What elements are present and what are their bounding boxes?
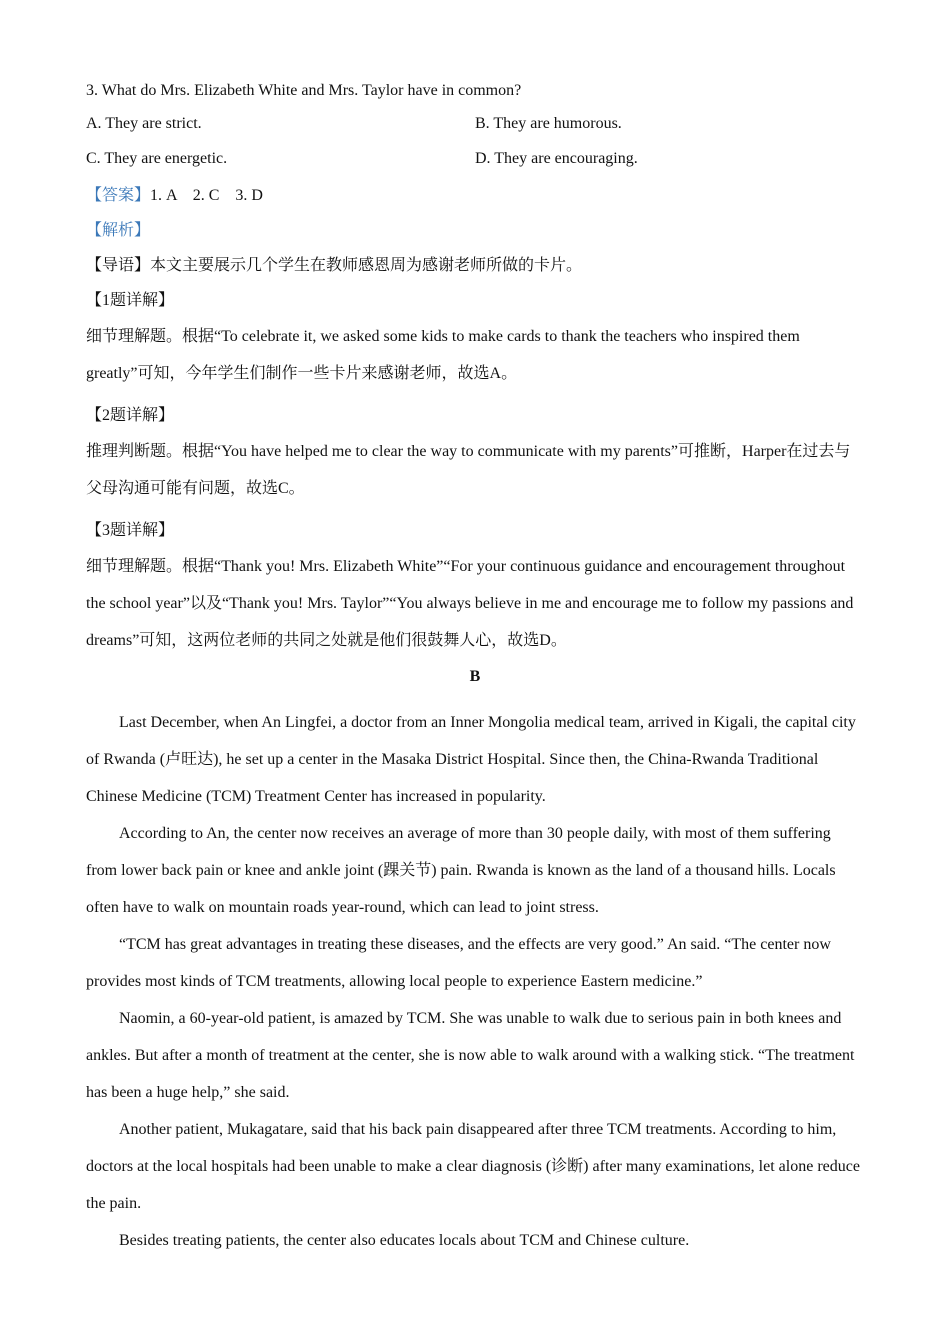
q1-header: 【1题详解】: [86, 292, 175, 309]
passage-b-paragraph-4: Naomin, a 60-year-old patient, is amazed by TCM. She was unable to walk due to serious pain in both knees and ankles. But after a month of treatment at the center, she is now able to walk around with a walking stick. “The treatment has been a huge help,” she said.: [86, 1010, 855, 1101]
q1-explanation: 细节理解题。根据“To celebrate it, we asked some kids to make cards to thank the teachers who inspired them greatly”可知，今年学生们制作一些卡片来感谢老师，故选A。: [86, 328, 800, 382]
q2-explanation: 推理判断题。根据“You have helped me to clear the way to communicate with my parents”可推断，Harper在过去与父母沟通可能有问题，故选C。: [86, 443, 851, 497]
q3-header: 【3题详解】: [86, 522, 175, 539]
question-3-stem: 3. What do Mrs. Elizabeth White and Mrs. Taylor have in common?: [86, 82, 522, 99]
options-row-ab: [86, 115, 864, 137]
answer-line: [86, 185, 864, 207]
passage-b-paragraph-5: Another patient, Mukagatare, said that his back pain disappeared after three TCM treatments. According to him, doctors at the local hospitals had been unable to make a clear diagnosis (诊断) after many examinations, let alone reduce the pain.: [86, 1121, 860, 1212]
options-row-cd: [86, 150, 864, 172]
q3-explanation: 细节理解题。根据“Thank you! Mrs. Elizabeth White”“For your continuous guidance and encouragement throughout the school year”以及“Thank you! Mrs. Taylor”“You always believe in me and encourage me to follow my passions and dreams”可知，这两位老师的共同之处就是他们很鼓舞人心，故选D。: [86, 558, 854, 649]
passage-b-paragraph-2: According to An, the center now receives an average of more than 30 people daily, with most of them suffering from lower back pain or knee and ankle joint (踝关节) pain. Rwanda is known as the land of a thousand hills. Locals often have to walk on mountain roads year-round, which can lead to joint stress.: [86, 825, 836, 916]
option-d: D. They are encouraging.: [475, 150, 638, 167]
option-a: A. They are strict.: [86, 115, 202, 132]
passage-b-paragraph-6: Besides treating patients, the center also educates locals about TCM and Chinese culture.: [119, 1232, 690, 1249]
q2-header: 【2题详解】: [86, 407, 175, 424]
answer-value: 1. A 2. C 3. D: [150, 187, 263, 204]
option-b: B. They are humorous.: [475, 115, 622, 132]
passage-b-paragraph-3: “TCM has great advantages in treating these diseases, and the effects are very good.” An said. “The center now provides most kinds of TCM treatments, allowing local people to experience Eastern medicine.”: [86, 936, 831, 990]
passage-b-title: B: [469, 668, 481, 685]
analysis-guide: 【导语】本文主要展示几个学生在教师感恩周为感谢老师所做的卡片。: [86, 257, 583, 274]
analysis-label: 【解析】: [86, 222, 151, 239]
option-c: C. They are energetic.: [86, 150, 228, 167]
answer-label: 【答案】: [86, 187, 151, 204]
passage-b-paragraph-1: Last December, when An Lingfei, a doctor from an Inner Mongolia medical team, arrived in Kigali, the capital city of Rwanda (卢旺达), he set up a center in the Masaka District Hospital. Since then, the China-Rwanda Traditional Chinese Medicine (TCM) Treatment Center has increased in popularity.: [86, 714, 856, 805]
document-page: [86, 80, 864, 1259]
